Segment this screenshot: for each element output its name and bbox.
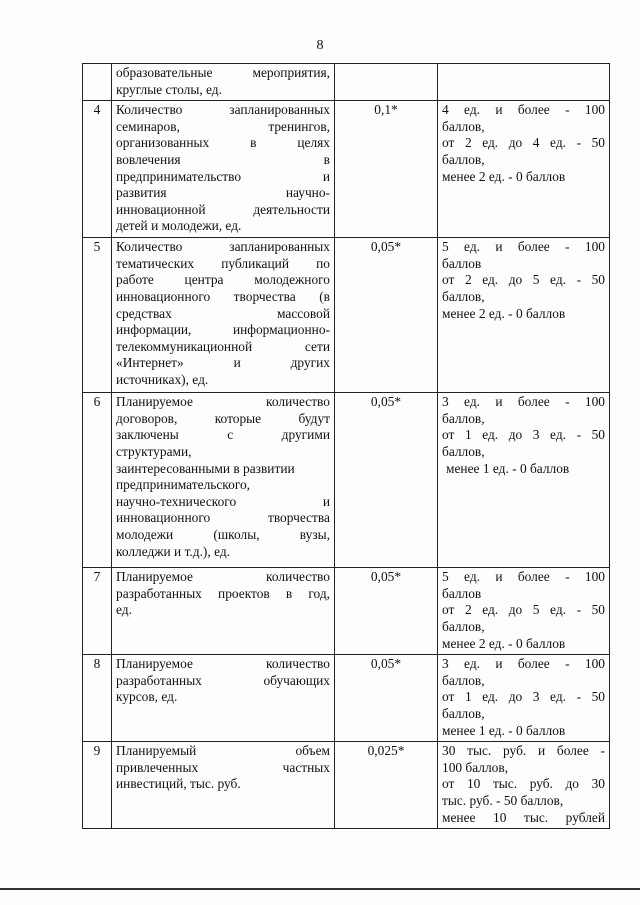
indicator-description <box>112 568 335 655</box>
description-line: привлеченных частных <box>116 759 330 775</box>
scale-line: менее 2 ед. - 0 баллов <box>442 635 566 651</box>
indicator-description <box>112 64 335 101</box>
scale-line: баллов, <box>442 118 485 134</box>
scale-line: 5 ед. и более - 100 <box>442 569 605 585</box>
indicator-description <box>112 238 335 393</box>
indicator-description <box>112 742 335 829</box>
scoring-scale <box>438 742 610 829</box>
description-line: предпринимательство и <box>116 168 330 184</box>
description-line: средствах массовой <box>116 305 330 321</box>
criteria-table <box>82 63 610 829</box>
weight-coefficient: 0,05* <box>335 655 438 742</box>
weight-coefficient: 0,05* <box>335 568 438 655</box>
criteria-table-body <box>83 64 610 829</box>
description-line: инновационного творчества (в <box>116 288 330 304</box>
scale-line: баллов <box>442 585 482 601</box>
row-number: 7 <box>83 568 112 655</box>
row-number: 4 <box>83 101 112 238</box>
description-line: структурами, <box>116 443 192 459</box>
table-row <box>83 655 610 742</box>
description-line: развития научно- <box>116 185 330 201</box>
description-line: Планируемое количество <box>116 394 330 410</box>
description-line: Планируемое количество <box>116 656 330 672</box>
description-line: Количество запланированных <box>116 239 330 255</box>
description-line: Планируемый объем <box>116 743 330 759</box>
description-line: заключены с другими <box>116 427 330 443</box>
scoring-scale <box>438 568 610 655</box>
scoring-scale <box>438 393 610 568</box>
scale-line: от 1 ед. до 3 ед. - 50 <box>442 427 605 443</box>
scale-line: 5 ед. и более - 100 <box>442 239 605 255</box>
scale-line: менее 2 ед. - 0 баллов <box>442 305 566 321</box>
scale-line: баллов, <box>442 410 485 426</box>
description-line: вовлечения в <box>116 151 330 167</box>
weight-coefficient: 0,05* <box>335 238 438 393</box>
page-number: 8 <box>316 38 324 53</box>
table-row <box>83 742 610 829</box>
description-line: организованных в целях <box>116 135 330 151</box>
row-number: 8 <box>83 655 112 742</box>
description-line: информации, информационно- <box>116 322 330 338</box>
weight-coefficient <box>335 64 438 101</box>
scale-line: от 2 ед. до 4 ед. - 50 <box>442 135 605 151</box>
scoring-scale <box>438 655 610 742</box>
description-line: источниках), ед. <box>116 371 209 387</box>
description-line: договоров, которые будут <box>116 410 330 426</box>
scale-line: 30 тыс. руб. и более - <box>442 743 605 759</box>
table-row <box>83 101 610 238</box>
description-line: разработанных обучающих <box>116 672 330 688</box>
scale-line: менее 10 тыс. рублей <box>442 809 605 825</box>
description-line: Планируемое количество <box>116 569 330 585</box>
bottom-rule <box>0 888 640 890</box>
scale-line: тыс. руб. - 50 баллов, <box>442 792 564 808</box>
table-row <box>83 568 610 655</box>
table-row <box>83 393 610 568</box>
scale-line: баллов, <box>442 443 485 459</box>
description-line: инновационной деятельности <box>116 201 330 217</box>
scale-line: баллов, <box>442 705 485 721</box>
indicator-description <box>112 393 335 568</box>
scale-line: баллов, <box>442 288 485 304</box>
description-line: «Интернет» и других <box>116 355 330 371</box>
description-line: курсов, ед. <box>116 689 178 705</box>
scoring-scale <box>438 238 610 393</box>
indicator-description <box>112 101 335 238</box>
row-number: 9 <box>83 742 112 829</box>
description-line: семинаров, тренингов, <box>116 118 330 134</box>
row-number: 5 <box>83 238 112 393</box>
scale-line: 100 баллов, <box>442 759 509 775</box>
description-line: разработанных проектов в год, <box>116 585 330 601</box>
description-line: телекоммуникационной сети <box>116 338 330 354</box>
description-line: Количество запланированных <box>116 102 330 118</box>
description-line: предпринимательского, <box>116 477 251 493</box>
scale-line: от 2 ед. до 5 ед. - 50 <box>442 272 605 288</box>
description-line: инновационного творчества <box>116 510 330 526</box>
description-line: тематических публикаций по <box>116 255 330 271</box>
scoring-scale <box>438 101 610 238</box>
scale-line: баллов, <box>442 672 485 688</box>
row-number <box>83 64 112 101</box>
scale-line: от 1 ед. до 3 ед. - 50 <box>442 689 605 705</box>
scale-line: 3 ед. и более - 100 <box>442 394 605 410</box>
description-line: образовательные мероприятия, <box>116 65 330 80</box>
description-line: заинтересованными в развитии <box>116 460 295 476</box>
description-line: инвестиций, тыс. руб. <box>116 776 241 792</box>
indicator-description <box>112 655 335 742</box>
scale-line: баллов, <box>442 618 485 634</box>
description-line: ед. <box>116 602 132 618</box>
scale-line: менее 2 ед. - 0 баллов <box>442 168 566 184</box>
scale-line: от 10 тыс. руб. до 30 <box>442 776 605 792</box>
description-line: молодежи (школы, вузы, <box>116 526 330 542</box>
weight-coefficient: 0,05* <box>335 393 438 568</box>
scale-line: менее 1 ед. - 0 баллов <box>442 722 566 738</box>
weight-coefficient: 0,1* <box>335 101 438 238</box>
scale-line: менее 1 ед. - 0 баллов <box>446 460 570 476</box>
table-row <box>83 238 610 393</box>
scoring-scale <box>438 64 610 101</box>
scale-line: баллов <box>442 255 482 271</box>
description-line: работе центра молодежного <box>116 272 330 288</box>
row-number: 6 <box>83 393 112 568</box>
description-line: колледжи и т.д.), ед. <box>116 543 231 559</box>
scale-line: 4 ед. и более - 100 <box>442 102 605 118</box>
weight-coefficient: 0,025* <box>335 742 438 829</box>
scale-line: от 2 ед. до 5 ед. - 50 <box>442 602 605 618</box>
scale-line: баллов, <box>442 151 485 167</box>
table-row <box>83 64 610 101</box>
description-line: научно-технического и <box>116 493 330 509</box>
scale-line: 3 ед. и более - 100 <box>442 656 605 672</box>
description-line: круглые столы, ед. <box>116 81 222 97</box>
description-line: детей и молодежи, ед. <box>116 218 242 234</box>
